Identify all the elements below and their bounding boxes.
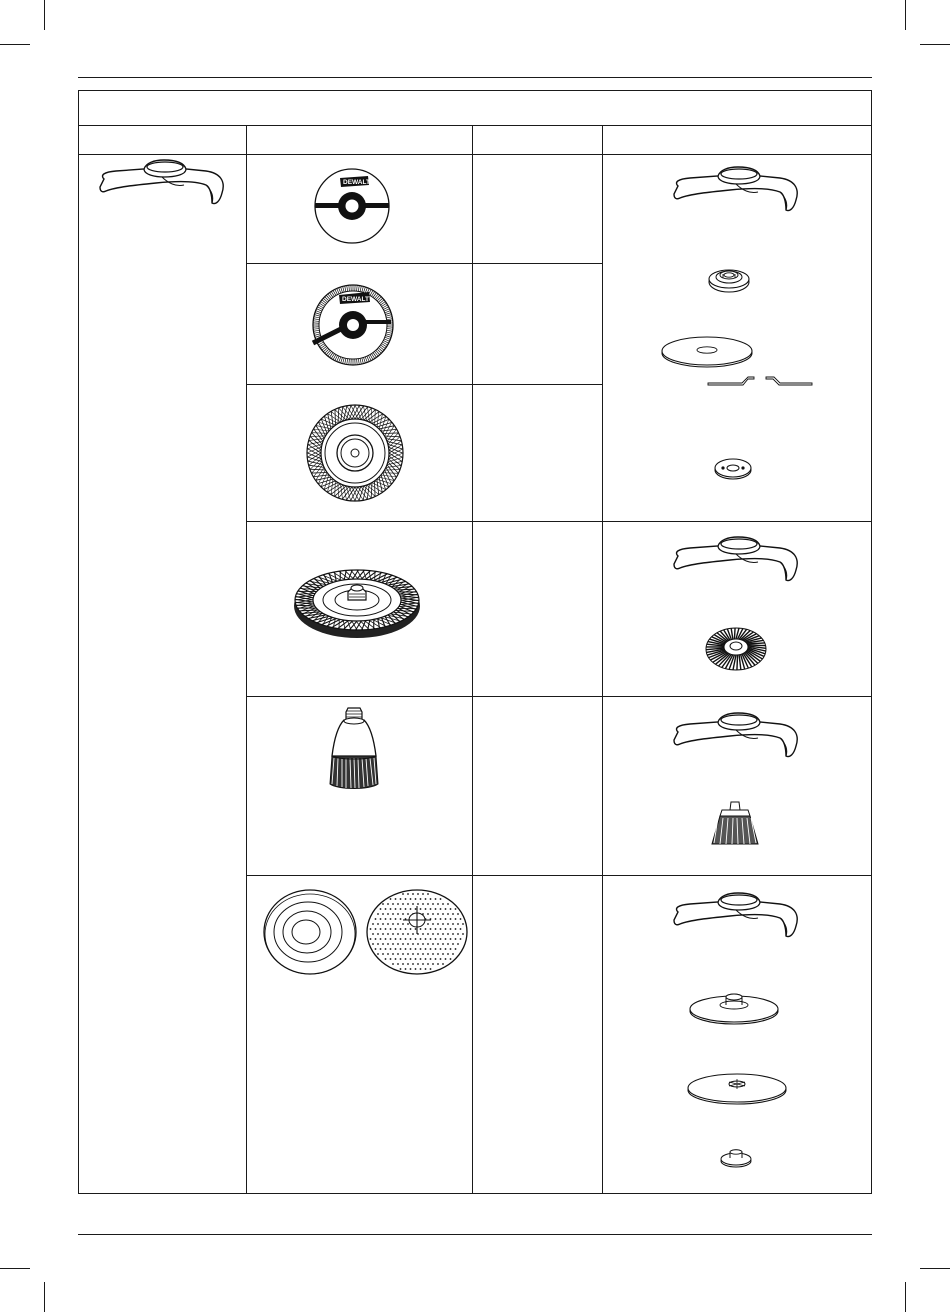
backing-pad-icon [688,987,780,1027]
clamp-nut-small-icon [719,1147,753,1169]
crop-mark [920,1268,950,1269]
table-title [88,98,858,120]
guard-icon [670,534,800,584]
cup-brush-small-icon [708,800,762,848]
row-divider [246,263,602,264]
footer-rule [78,1234,872,1235]
flange-profile-icon [706,373,814,387]
crop-mark [44,0,45,30]
crop-mark [905,1282,906,1312]
inner-flange-icon [707,266,751,294]
crop-mark [44,1282,45,1312]
brand-logo: DEWALT [342,296,369,303]
backing-flange-icon [660,335,754,369]
guard-icon [96,157,226,207]
column-header-divider [78,154,872,155]
header-rule [78,77,872,78]
guard-icon [670,164,800,214]
column-divider [472,125,473,1194]
brand-logo: DEWALT [343,179,370,186]
row-divider [246,384,602,385]
wire-wheel-flat-icon [305,399,405,507]
wire-cup-brush-icon [328,706,380,792]
wire-wheel-knotted-icon [292,564,422,640]
sanding-pad-disc-icon [262,888,468,976]
guard-icon [670,710,800,760]
crop-mark [0,1268,30,1269]
diamond-disc-icon [311,281,397,369]
row-divider [246,521,872,522]
crop-mark [905,0,906,30]
crop-mark [0,44,30,45]
title-row-divider [78,125,872,126]
row-divider [246,875,872,876]
crop-mark [920,44,950,45]
guard-icon [670,890,800,940]
clamp-nut-icon [713,456,753,482]
cutting-disc-icon [314,166,392,246]
column-divider [602,125,603,1194]
row-divider [246,696,872,697]
column-divider [246,125,247,1194]
wire-wheel-small-icon [704,625,768,671]
sanding-disc-icon [686,1072,788,1106]
